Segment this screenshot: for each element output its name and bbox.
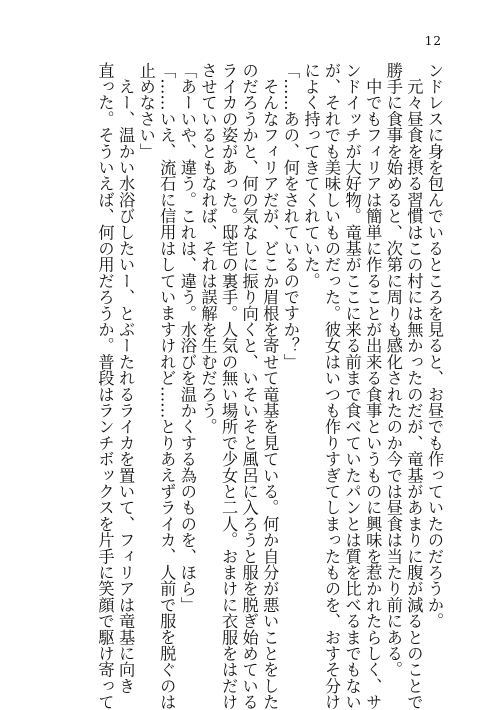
text-line: によく持ってきてくれていた。 [301, 62, 321, 289]
text-line: のだろうかと、何の気なしに振り向くと、いそいそと風呂に入ろうと服を脱ぎ始めている [239, 62, 259, 710]
text-line: 中でもフィリアは簡単に作ることが出来る食事というものに興味を惹かれたらしく、サ [363, 62, 383, 710]
text-line: ライカの姿があった。邸宅の裏手。人気の無い場所で少女と二人。おまけに衣服をはだけ [219, 62, 239, 710]
text-line: 元々昼食を摂る習慣はこの村には無かったのだが、竜基があまりに腹が減るとのことで [404, 62, 424, 710]
text-line: ンドイッチが大好物。竜基がここに来る前まで食べていたパンとは質を比べるまでもない [342, 62, 362, 710]
text-line: えー、温かい水浴びしたいー、とぶーたれるライカを置いて、フィリアは竜基に向き [116, 62, 136, 694]
text-line: 直った。そういえば、何の用だろうか。普段はランチボックスを片手に笑顔で駆け寄って [95, 62, 115, 710]
page-number: 12 [424, 34, 442, 48]
text-line: 「……いえ、流石に信用はしていますけれど……とりあえずライカ、人前で服を脱ぐのは [157, 62, 177, 710]
text-line: ンドレスに身を包んでいるところを見ると、お昼でも作っていたのだろうか。 [425, 62, 444, 629]
text-line: 「……あの、何をされているのですか？」 [280, 62, 300, 370]
text-line: 止めなさい」 [136, 62, 156, 160]
text-line: そんなフィリアだが、どこか眉根を寄せて竜基を見ている。何か自分が悪いことをした [260, 62, 280, 710]
text-line: させているともなれば、それは誤解を生むだろう。 [198, 62, 218, 435]
text-line: 勝手に食事を始めると、次第に周りも感化されたのか今では昼食は当たり前にある。 [383, 62, 403, 678]
vertical-text-body [94, 62, 444, 710]
text-line: が、それでも美味しいものだった。彼女はいつも作りすぎてしまったものを、おすそ分け [322, 62, 342, 710]
text-line: 「あーいや、違う。これは、違う。水浴びを温かくする為のものを、ほら」 [177, 62, 197, 613]
